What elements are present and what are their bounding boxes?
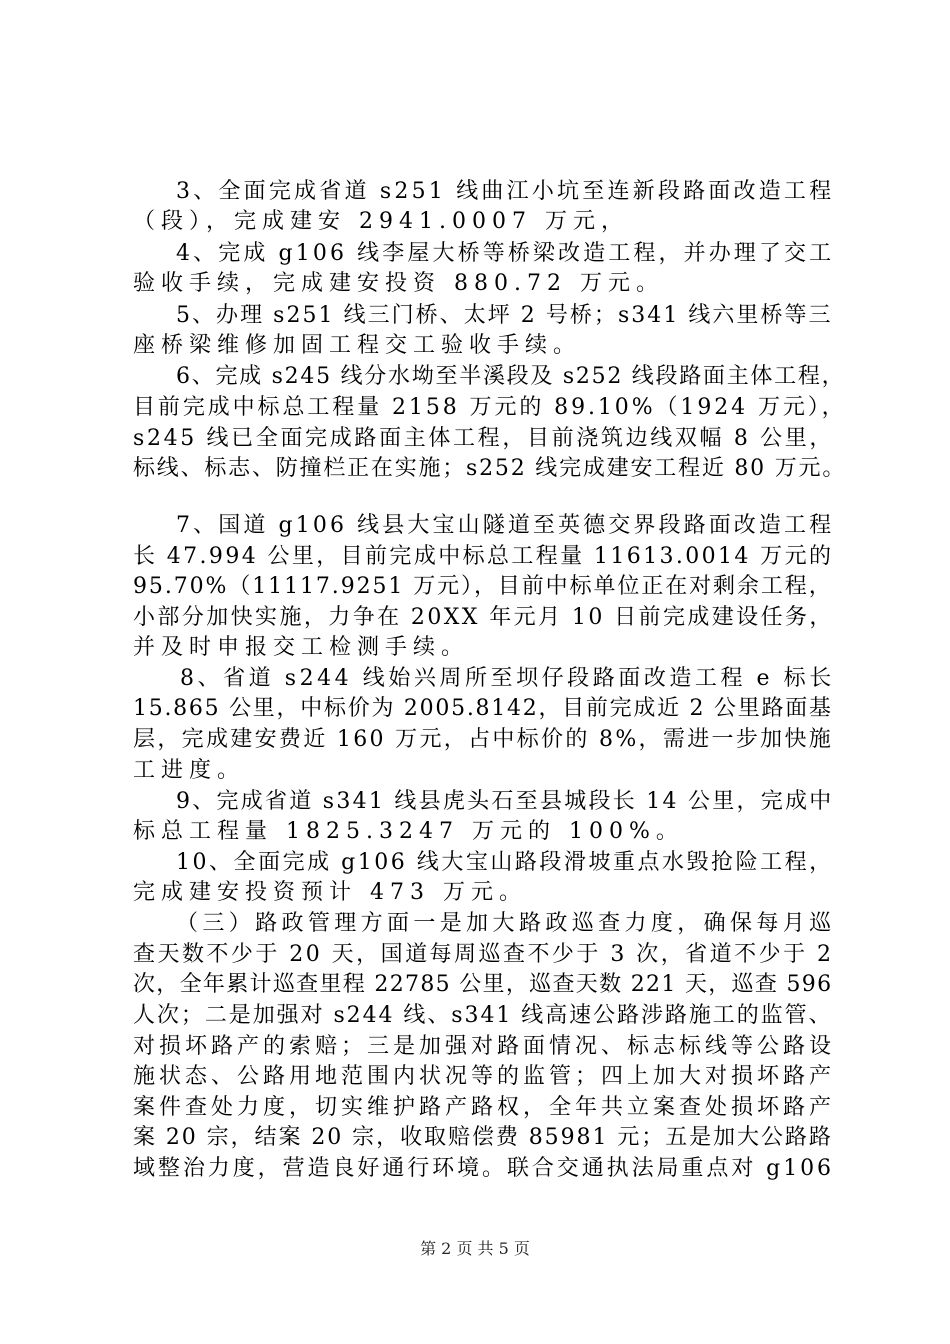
paragraph-line: 施状态、公路用地范围内状况等的监管；四上加大对损坏路产 (133, 1064, 836, 1089)
paragraph-line: 工进度。 (133, 758, 246, 783)
paragraph-line: 95.70%（11117.9251 万元），目前中标单位正在对剩余工程， (133, 574, 833, 599)
paragraph-line: 小部分加快实施，力争在 20XX 年元月 10 日前完成建设任务， (133, 605, 834, 630)
paragraph-line: 目前完成中标总工程量 2158 万元的 89.10%（1924 万元）， (133, 395, 847, 420)
paragraph-line: 长 47.994 公里，目前完成中标总工程量 11613.0014 万元的 (133, 544, 834, 569)
paragraph-line: 10、全面完成 g106 线大宝山路段滑坡重点水毁抢险工程， (176, 850, 834, 875)
paragraph-line: 次，全年累计巡查里程 22785 公里，巡查天数 221 天，巡查 596 (133, 972, 833, 997)
paragraph-line: 9、完成省道 s341 线县虎头石至县城段长 14 公里，完成中 (176, 789, 834, 814)
page-footer: 第 2 页 共 5 页 (420, 1239, 530, 1258)
paragraph-line: 域整治力度，营造良好通行环境。联合交通执法局重点对 g106 (133, 1156, 834, 1181)
paragraph-line: 案件查处力度，切实维护路产路权，全年共立案查处损坏路产 (133, 1095, 836, 1120)
paragraph-line: 并及时申报交工检测手续。 (133, 635, 470, 660)
paragraph-line: （段），完成建安 2941.0007 万元， (133, 209, 629, 234)
paragraph-line: 3、全面完成省道 s251 线曲江小坑至连新段路面改造工程 (176, 179, 835, 204)
paragraph-line: 验收手续，完成建安投资 880.72 万元。 (133, 271, 664, 296)
paragraph-line: 对损坏路产的索赔；三是加强对路面情况、标志标线等公路设 (133, 1034, 836, 1059)
paragraph-line: 4、完成 g106 线李屋大桥等桥梁改造工程，并办理了交工 (176, 241, 835, 266)
paragraph-line: 15.865 公里，中标价为 2005.8142，目前完成近 2 公里路面基 (133, 696, 833, 721)
paragraph-line: 6、完成 s245 线分水坳至半溪段及 s252 线段路面主体工程， (176, 364, 846, 389)
paragraph-line: 层，完成建安费近 160 万元，占中标价的 8%，需进一步加快施 (133, 727, 834, 752)
paragraph-line: s245 线已全面完成路面主体工程，目前浇筑边线双幅 8 公里， (133, 426, 835, 451)
paragraph-line: 人次；二是加强对 s244 线、s341 线高速公路涉路施工的监管、 (133, 1003, 833, 1028)
paragraph-line: 案 20 宗，结案 20 宗，收取赔偿费 85981 元；五是加大公路路 (133, 1125, 833, 1150)
paragraph-line: 标总工程量 1825.3247 万元的 100%。 (133, 819, 684, 844)
paragraph-line: 7、国道 g106 线县大宝山隧道至英德交界段路面改造工程 (176, 513, 835, 538)
paragraph-line: 5、办理 s251 线三门桥、太坪 2 号桥；s341 线六里桥等三 (176, 303, 833, 328)
paragraph-line: 座桥梁维修加固工程交工验收手续。 (133, 333, 582, 358)
paragraph-line: 8、省道 s244 线始兴周所至坝仔段路面改造工程 e 标长 (180, 666, 835, 691)
paragraph-line: 查天数不少于 20 天，国道每周巡查不少于 3 次，省道不少于 2 (133, 942, 834, 967)
paragraph-line: 标线、标志、防撞栏正在实施；s252 线完成建安工程近 80 万元。 (133, 456, 847, 481)
paragraph-line: （三）路政管理方面一是加大路政巡查力度，确保每月巡 (176, 911, 836, 936)
paragraph-line: 完成建安投资预计 473 万元。 (133, 880, 527, 905)
